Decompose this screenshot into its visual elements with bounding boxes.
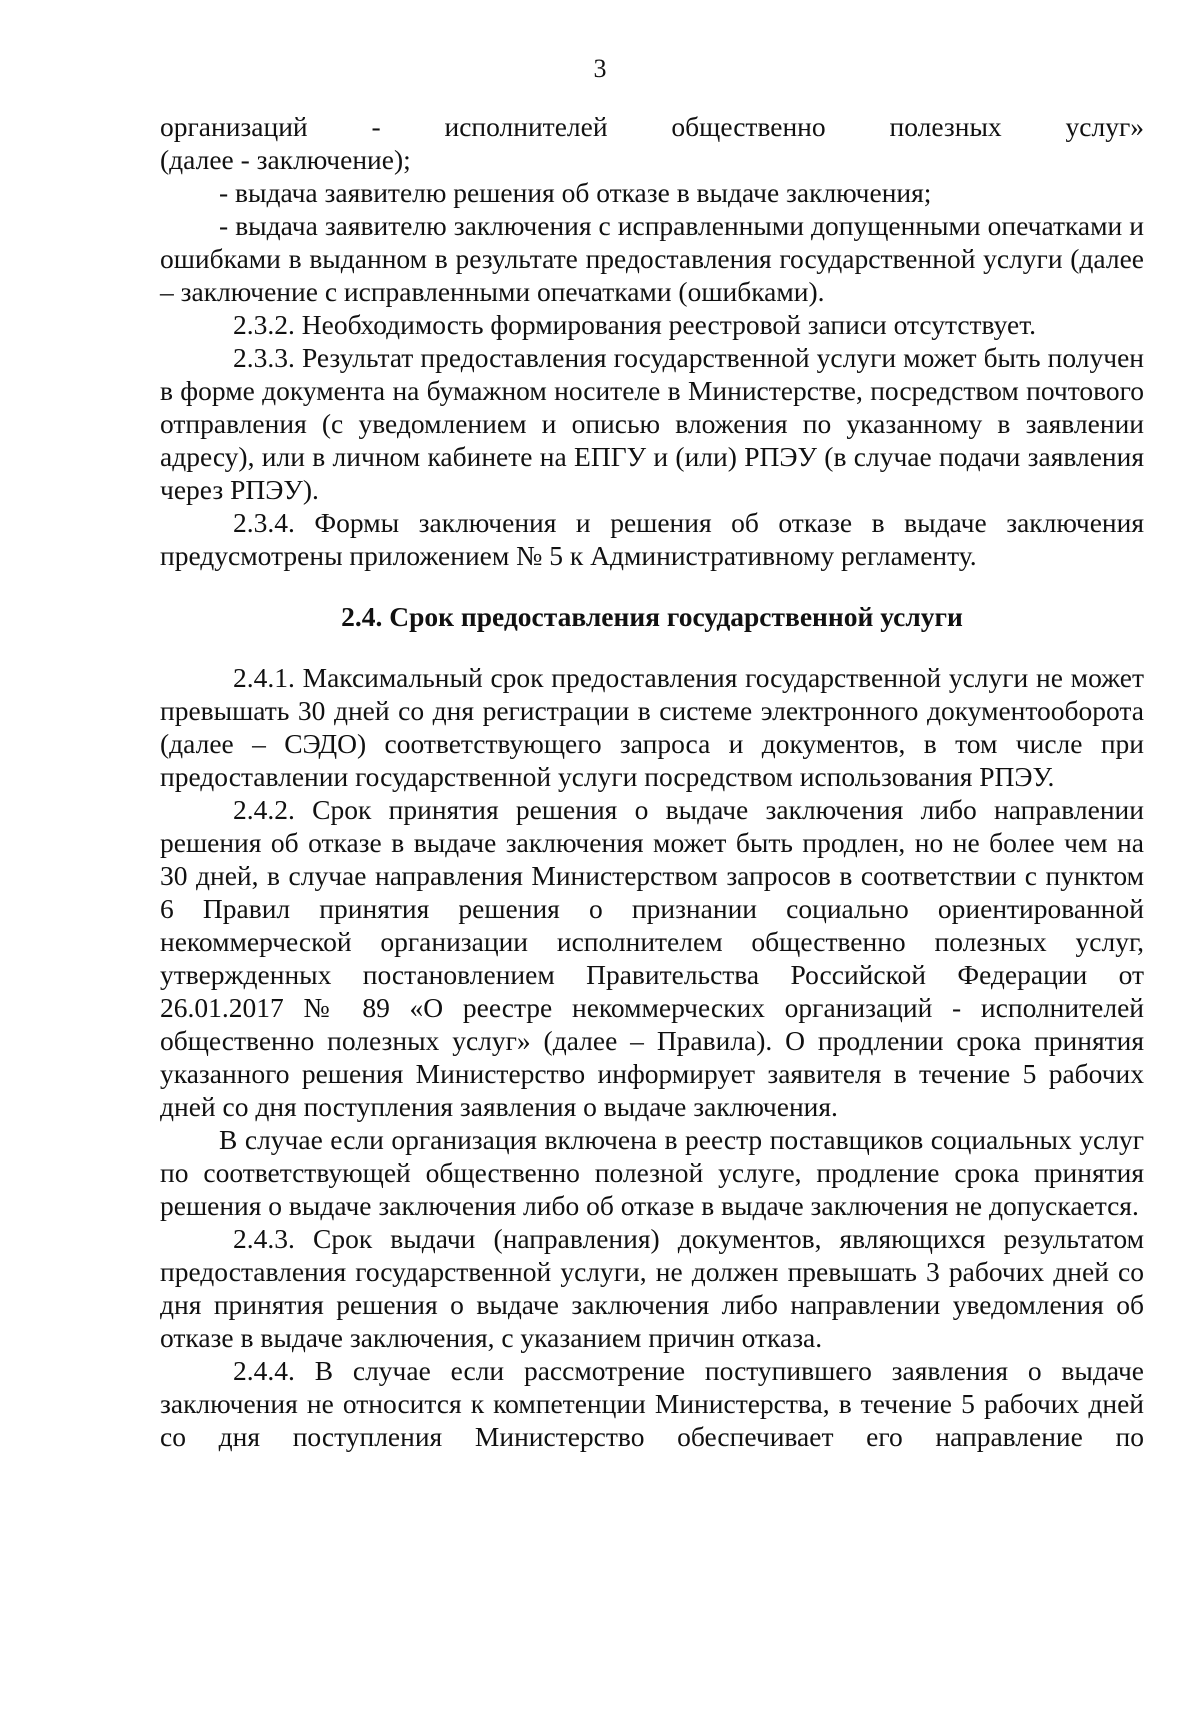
list-item: - выдача заявителю решения об отказе в выдаче заключения; [219, 177, 932, 208]
paragraph: 2.4.2. Срок принятия решения о выдаче заключения либо направлении решения об отказе в выдаче заключения может быть продлен, но не более чем на 30 дней, в случае направления Министерством запросов в соответствии с пунктом 6 Правил принятия решения о признании социально ориентированной некоммерческой организации исполнителем общественно полезных услуг, утвержденных постановлением Правительства Российской Федерации от 26.01.2017 № 89 «О реестре некоммерческих организаций - исполнителей общественно полезных услуг» (далее – Правила). О продлении срока принятия указанного решения Министерство информирует заявителя в течение 5 рабочих дней со дня поступления заявления о выдаче заключения. [160, 794, 1144, 1122]
section-heading: 2.4. Срок предоставления государственной услуги [341, 601, 963, 632]
paragraph: 2.3.2. Необходимость формирования реестровой записи отсутствует. [233, 309, 1037, 340]
paragraph: (далее - заключение); [160, 144, 411, 175]
paragraph: 2.4.4. В случае если рассмотрение поступившего заявления о выдаче заключения не относится к компетенции Министерства, в течение 5 рабочих дней со дня поступления Министерство обеспечивает его направление по [160, 1355, 1144, 1452]
paragraph: организаций - исполнителей общественно полезных услуг» [160, 111, 1144, 142]
paragraph: 2.3.3. Результат предоставления государственной услуги может быть получен в форме документа на бумажном носителе в Министерстве, посредством почтового отправления (с уведомлением и описью вложения по указанному в заявлении адресу), или в личном кабинете на ЕПГУ и (или) РПЭУ (в случае подачи заявления через РПЭУ). [160, 342, 1144, 505]
paragraph: 2.4.1. Максимальный срок предоставления государственной услуги не может превышать 30 дней со дня регистрации в системе электронного документооборота (далее – СЭДО) соответствующего запроса и документов, в том числе при предоставлении государственной услуги посредством использования РПЭУ. [160, 662, 1144, 792]
page-number: 3 [593, 54, 607, 83]
paragraph: 2.4.3. Срок выдачи (направления) документов, являющихся результатом предоставления государственной услуги, не должен превышать 3 рабочих дней со дня принятия решения о выдаче заключения либо направлении уведомления об отказе в выдаче заключения, с указанием причин отказа. [160, 1223, 1144, 1353]
document-body [160, 110, 1144, 1453]
paragraph: В случае если организация включена в реестр поставщиков социальных услуг по соответствующей общественно полезной услуге, продление срока принятия решения о выдаче заключения либо об отказе в выдаче заключения не допускается. [160, 1124, 1144, 1221]
list-item: - выдача заявителю заключения с исправленными допущенными опечатками и ошибками в выданном в результате предоставления государственной услуги (далее – заключение с исправленными опечатками (ошибками). [160, 210, 1144, 307]
paragraph: 2.3.4. Формы заключения и решения об отказе в выдаче заключения предусмотрены приложением № 5 к Административному регламенту. [160, 507, 1144, 571]
